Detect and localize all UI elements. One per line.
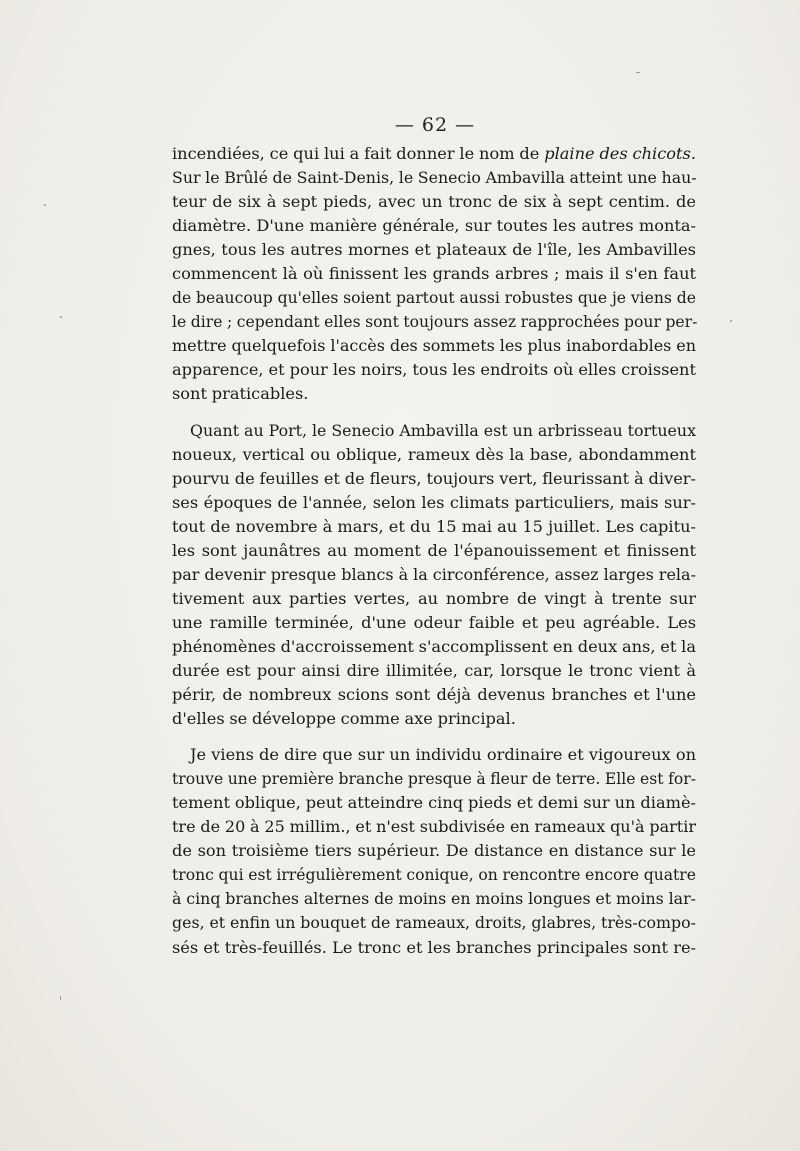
text-line: phénomènes d'accroissement s'accomplissent en deux ans, et la: [172, 636, 696, 656]
text-line: de beaucoup qu'elles soient partout aussi robustes que je viens de: [172, 289, 696, 308]
text-line: sés et très-feuillés. Le tronc et les branches principales sont re-: [172, 937, 696, 957]
page-number: — 62 —: [394, 114, 476, 136]
text-line: les sont jaunâtres au moment de l'épanouissement et finissent: [172, 540, 696, 560]
text-line: pourvu de feuilles et de fleurs, toujours vert, fleurissant à diver-: [172, 468, 696, 488]
paragraph-3: [172, 743, 696, 959]
text-line: teur de six à sept pieds, avec un tronc de six à sept centim. de: [172, 192, 696, 212]
text-line: de son troisième tiers supérieur. De distance en distance sur le: [172, 841, 696, 861]
text-line: commencent là où finissent les grands arbres ; mais il s'en faut: [172, 264, 696, 284]
text-line: par devenir presque blancs à la circonférence, assez larges rela-: [172, 564, 696, 584]
text-line: tement oblique, peut atteindre cinq pieds et demi sur un diamè-: [172, 793, 696, 813]
text-line: périr, de nombreux scions sont déjà devenus branches et l'une: [172, 685, 696, 705]
text-line: incendiées, ce qui lui a fait donner le nom de plaine des chicots.: [172, 144, 696, 163]
text-line: tivement aux parties vertes, au nombre de vingt à trente sur: [172, 588, 696, 608]
text-line: mettre quelquefois l'accès des sommets les plus inabordables en: [172, 336, 696, 356]
text-line: noueux, vertical ou oblique, rameux dès la base, abondamment: [172, 444, 696, 464]
text-line: durée est pour ainsi dire illimitée, car, lorsque le tronc vient à: [172, 660, 696, 680]
text-line: Sur le Brûlé de Saint-Denis, le Senecio Ambavilla atteint une hau-: [172, 168, 697, 188]
text-line: ges, et enfin un bouquet de rameaux, droits, glabres, très-compo-: [172, 913, 696, 933]
text-line: apparence, et pour les noirs, tous les endroits où elles croissent: [172, 360, 696, 380]
text-line: diamètre. D'une manière générale, sur toutes les autres monta-: [172, 216, 696, 236]
text-line: Je viens de dire que sur un individu ordinaire et vigoureux on: [190, 745, 696, 765]
text-line: à cinq branches alternes de moins en moins longues et moins lar-: [172, 889, 696, 909]
text-line: d'elles se développe comme axe principal.: [172, 709, 516, 729]
text-line: sont praticables.: [172, 384, 309, 404]
text-line: trouve une première branche presque à fleur de terre. Elle est for-: [172, 770, 696, 789]
text-line: gnes, tous les autres mornes et plateaux de l'île, les Ambavilles: [172, 240, 696, 260]
paragraph-2: [172, 419, 696, 732]
text-line: Quant au Port, le Senecio Ambavilla est un arbrisseau tortueux: [190, 420, 696, 440]
text-line: tout de novembre à mars, et du 15 mai au 15 juillet. Les capitu-: [172, 516, 696, 536]
paragraph-1: [172, 142, 696, 407]
body-text: [172, 142, 696, 960]
text-line: tronc qui est irrégulièrement conique, on rencontre encore quatre: [172, 866, 696, 885]
text-line: ses époques de l'année, selon les climats particuliers, mais sur-: [172, 492, 696, 512]
text-line: tre de 20 à 25 millim., et n'est subdivisée en rameaux qu'à partir: [172, 817, 696, 837]
text-line: une ramille terminée, d'une odeur faible et peu agréable. Les: [172, 612, 696, 632]
text-line: le dire ; cependant elles sont toujours assez rapprochées pour per-: [172, 313, 698, 332]
